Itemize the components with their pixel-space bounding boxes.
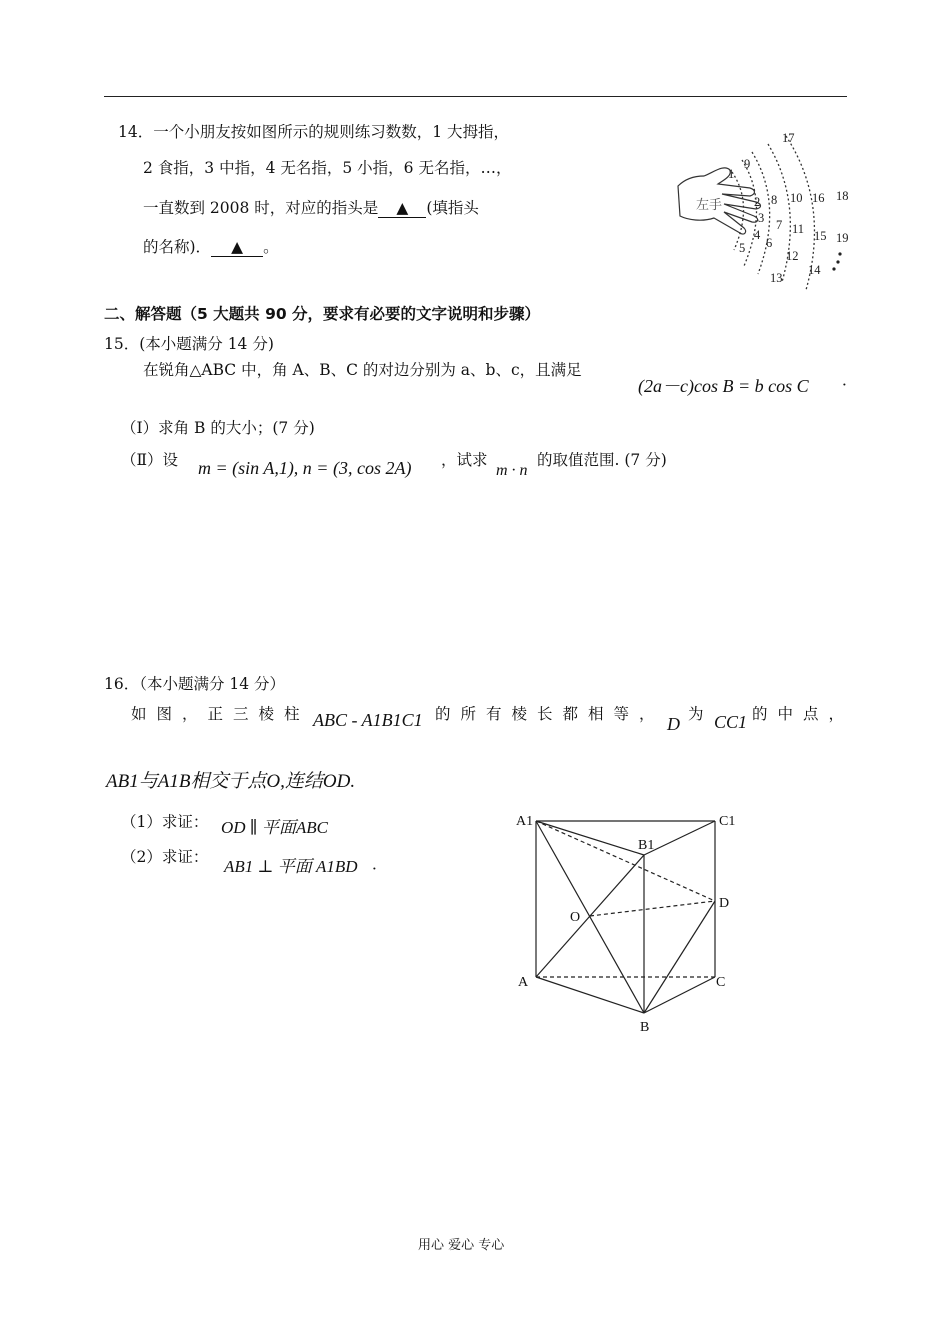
q16-prism: ABC - A1B1C1: [313, 710, 423, 730]
label-o: O: [570, 910, 581, 925]
hand-number: 10: [790, 191, 803, 205]
hand-number: 16: [812, 191, 825, 205]
hand-number: 3: [758, 211, 765, 225]
hand-number: 13: [770, 271, 783, 285]
section-heading: 二、解答题（5 大题共 90 分，要求有必要的文字说明和步骤）: [104, 305, 541, 323]
hand-number: 5: [739, 241, 746, 255]
label-c1: C1: [719, 814, 736, 829]
q16-line2: AB1与A1B相交于点O,连结OD.: [106, 771, 356, 792]
hand-number: 12: [786, 249, 799, 263]
q15-part1: （Ⅰ）求角 B 的大小；(7 分): [121, 419, 315, 437]
q15-stem: 在锐角△ABC 中，角 A、B、C 的对边分别为 a、b、c，且满足: [143, 361, 582, 379]
hand-number: 18: [836, 189, 849, 203]
q16-edge-cc1: CC1: [714, 712, 748, 732]
page-footer: 用心 爱心 专心: [418, 1238, 505, 1253]
q14-line1: 14．一个小朋友按如图所示的规则练习数数，1 大拇指，: [118, 123, 510, 141]
q16-proof1-expr: OD ∥ 平面ABC: [221, 818, 329, 837]
q15-title: 15．(本小题满分 14 分): [104, 335, 274, 353]
q14-line3-post: (填指头: [426, 199, 479, 217]
label-d: D: [719, 896, 730, 911]
hand-number: 15: [814, 229, 827, 243]
hand-number: 17: [782, 131, 795, 145]
edge-bc: [644, 977, 715, 1013]
segment-a1d-hidden: [536, 821, 715, 901]
hand-number: 6: [766, 236, 773, 250]
hand-counting-figure: [672, 122, 862, 298]
hand-label: 左手: [696, 197, 723, 212]
label-b1: B1: [638, 838, 655, 853]
header-rule: [104, 96, 847, 97]
q15-vectors: m = (sin A,1), n = (3, cos 2A): [198, 458, 412, 478]
q14-line4-post: 。: [263, 238, 279, 256]
q14-answer-blank-2: ▲: [211, 239, 263, 257]
segment-od-hidden: [590, 901, 715, 916]
q15-part2-post: 的取值范围. (7 分): [537, 451, 667, 469]
q15-dot-product: m · n: [496, 462, 528, 479]
q16-point-d: D: [667, 714, 680, 734]
q16-stem-a: 如图，正三棱柱: [131, 705, 310, 723]
segment-bd: [644, 901, 715, 1013]
q16-stem-c: 为: [688, 705, 704, 723]
q15-condition: (2a－c)cos B = b cos C: [638, 376, 809, 396]
q15-stem-end: ．: [842, 371, 858, 389]
hand-number: 14: [808, 263, 821, 277]
hand-number: 8: [771, 193, 778, 207]
q14-line3-pre: 一直数到 2008 时，对应的指头是: [143, 199, 379, 217]
hand-number: 7: [776, 218, 783, 232]
q14-line3: [143, 196, 479, 218]
label-a1: A1: [516, 814, 534, 829]
prism-figure: [500, 805, 760, 1040]
q14-line2: 2 食指，3 中指，4 无名指，5 小指，6 无名指，…，: [143, 159, 512, 177]
q16-stem-d: 的中点，: [752, 705, 855, 723]
edge-ab: [536, 977, 644, 1013]
label-b: B: [640, 1020, 650, 1035]
q16-stem-b: 的所有棱长都相等，: [435, 705, 665, 723]
q16-proof1-label: （1）求证：: [121, 813, 209, 831]
hand-number: 11: [792, 222, 805, 236]
hand-number: 19: [836, 231, 849, 245]
q16-proof2-label: （2）求证：: [121, 848, 209, 866]
hand-number: 1: [728, 167, 735, 181]
label-a: A: [518, 975, 529, 990]
hand-number: 4: [754, 228, 761, 242]
edge-b1c1: [644, 821, 715, 855]
q15-part2-mid: ，试求: [441, 451, 488, 469]
q16-proof2-end: ．: [372, 855, 388, 873]
q16-proof2-expr: AB1 ⊥ 平面 A1BD: [224, 857, 358, 876]
hand-number: 9: [744, 157, 751, 171]
hand-number: 2: [754, 195, 761, 209]
q16-title: 16．（本小题满分 14 分）: [104, 675, 286, 693]
q15-part2-pre: （Ⅱ）设: [121, 451, 179, 469]
label-c: C: [716, 975, 726, 990]
q14-line4: [143, 235, 279, 257]
q14-answer-blank-1: ▲: [378, 200, 426, 218]
q14-line4-pre: 的名称)．: [143, 238, 212, 256]
